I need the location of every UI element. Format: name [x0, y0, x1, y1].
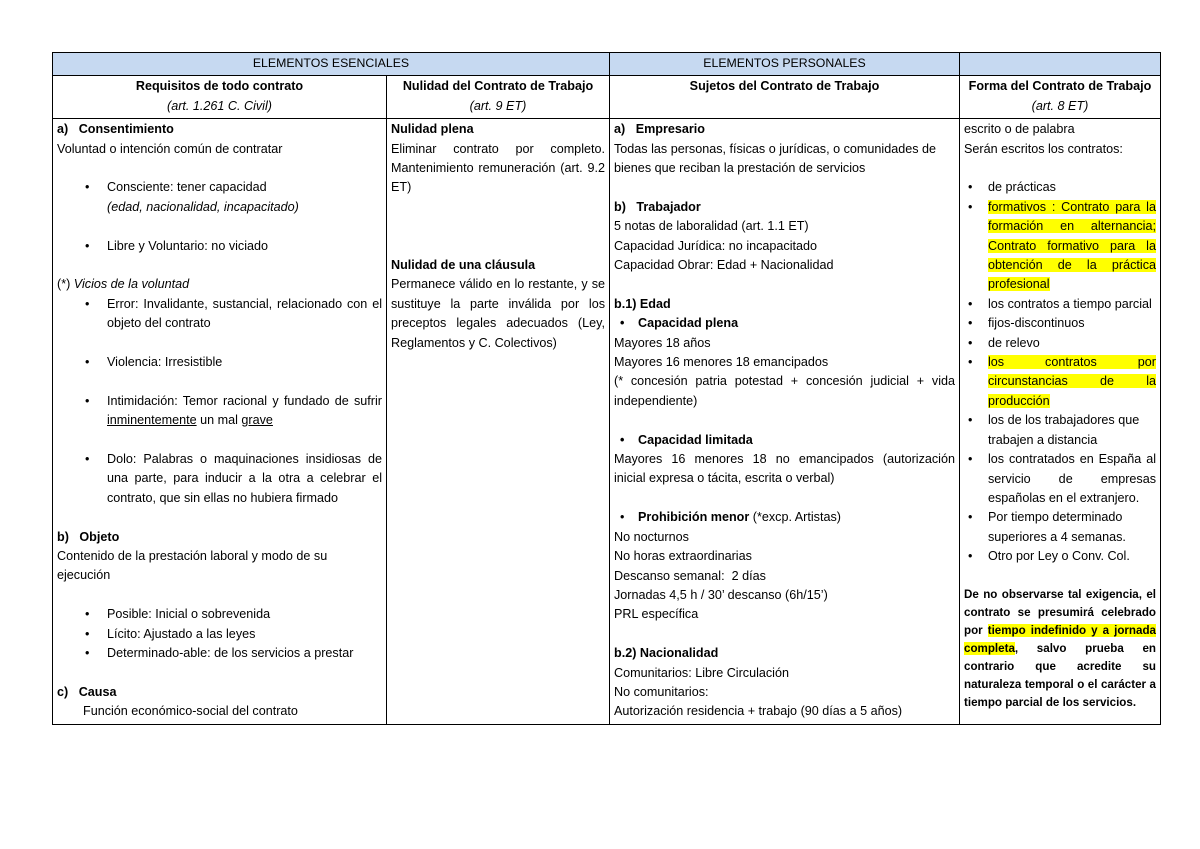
list-item: • los de los trabajadores que trabajen a distancia: [964, 411, 1156, 450]
list-item: • Consciente: tener capacidad (edad, nacionalidad, incapacitado): [57, 178, 382, 217]
band-elementos-esenciales: ELEMENTOS ESENCIALES: [53, 53, 610, 76]
list-item: • Violencia: Irresistible: [57, 353, 382, 372]
list-item: • Lícito: Ajustado a las leyes: [57, 625, 382, 644]
text-empresario: Todas las personas, físicas o jurídicas, o comunidades de bienes que reciban la prestación de servicios: [614, 141, 937, 176]
content-row: [53, 119, 1161, 725]
text-nulidad-plena: Eliminar contrato por completo. Mantenimiento remuneración (art. 9.2 ET): [391, 141, 605, 195]
heading-nulidad-clausula: Nulidad de una cláusula: [391, 258, 536, 273]
list-item: • Libre y Voluntario: no viciado: [57, 237, 382, 256]
heading-capacidad-plena: • Capacidad plena: [614, 314, 955, 333]
list-item: • Posible: Inicial o sobrevenida: [57, 605, 382, 624]
heading-prohibicion-menor: • Prohibición menor (*excp. Artistas): [614, 508, 955, 527]
list-item: • los contratados en España al servicio de empresas españolas en el extranjero.: [964, 450, 1156, 508]
band-empty: [960, 53, 1161, 76]
list-item: • los contratos por circunstancias de la producción: [964, 353, 1156, 411]
header-sujetos: [610, 76, 960, 119]
header-nulidad-title: Nulidad del Contrato de Trabajo: [402, 79, 594, 94]
forma-note: De no observarse tal exigencia, el contrato se presumirá celebrado por tiempo indefinido y a jornada completa, salvo prueba en contrario que acredite su naturaleza temporal o el carácter a tiempo parcial de los servicios.: [964, 587, 1156, 709]
column-header-row: [53, 76, 1161, 119]
heading-capacidad-limitada: • Capacidad limitada: [614, 431, 955, 450]
header-requisitos-title: Requisitos de todo contrato: [135, 79, 304, 94]
header-nulidad: [387, 76, 610, 119]
cell-requisitos: [53, 119, 387, 725]
heading-consentimiento: a) Consentimiento: [57, 122, 174, 137]
cell-sujetos: a) Empresario Todas las personas, físicas o jurídicas, o comunidades de bienes que reciban la prestación de servicios b) Trabajador 5 notas de laboralidad (art. 1.1 ET) Capacidad Jurídica: no incapacitado Capacidad Obrar: Edad + Nacionalidad b.1) Edad • Capacidad plena Mayores 18 años Mayores 16 menores 18 emancipados (* concesión patria potestad + concesión judicial + vida independiente) • Capacidad limitada Mayores 16 menores 18 no emancipados (autorización inicial expresa o tácita, escrita o verbal) • Prohibición menor (*excp. Artistas) No nocturnos No horas extraordinarias Descanso semanal: 2 días Jornadas 4,5 h / 30’ descanso (6h/15’) PRL específica b.2) Nacionalidad Comunitarios: Libre Circulación No comunitarios: Autorización residencia + trabajo (90 días a 5 años): [610, 119, 960, 725]
heading-empresario: a) Empresario: [614, 122, 705, 137]
heading-nacionalidad: b.2) Nacionalidad: [614, 646, 719, 661]
text-consentimiento: Voluntad o intención común de contratar: [57, 141, 283, 156]
vicios-heading: (*) Vicios de la voluntad: [57, 277, 190, 292]
cell-forma: escrito o de palabra Serán escritos los contratos: • de prácticas • formativos : Contrato para la formación en alternancia; Contrato formativo para la obtención de la práctica profesional • los contratos a tiempo parcial • fijos-discontinuos • de relevo • los contratos por circunstancias de la producción • los de los trabajadores que trabajen a distancia • los contratados en España al servicio de empresas españolas en el extranjero. • Por tiempo determinado superiores a 4 semanas. • Otro por Ley o Conv. Col. De no observarse tal exigencia, el contrato se presumirá celebrado por tiempo indefinido y a jornada completa, salvo prueba en contrario que acredite su naturaleza temporal o el carácter a tiempo parcial de los servicios.: [960, 119, 1161, 725]
list-item: • los contratos a tiempo parcial: [964, 295, 1156, 314]
list-consentimiento: [57, 178, 382, 217]
heading-trabajador: b) Trabajador: [614, 199, 701, 214]
list-forma: [964, 178, 1156, 566]
summary-table: [52, 52, 1161, 725]
text-causa: Función económico-social del contrato: [83, 704, 298, 719]
header-forma-subtitle: (art. 8 ET): [1031, 98, 1089, 113]
header-forma: [960, 76, 1161, 119]
header-sujetos-title: Sujetos del Contrato de Trabajo: [689, 79, 880, 94]
list-item: • formativos : Contrato para la formación en alternancia; Contrato formativo para la obtención de la práctica profesional: [964, 198, 1156, 295]
list-item: • Otro por Ley o Conv. Col.: [964, 547, 1156, 566]
list-item: • Dolo: Palabras o maquinaciones insidiosas de una parte, para inducir a la otra a celebrar el contrato, que sin ellas no hubiera firmado: [57, 450, 382, 508]
header-requisitos: [53, 76, 387, 119]
header-requisitos-subtitle: (art. 1.261 C. Civil): [167, 98, 272, 113]
section-band-row: [53, 53, 1161, 76]
heading-objeto: b) Objeto: [57, 529, 120, 544]
header-nulidad-subtitle: (art. 9 ET): [469, 98, 527, 113]
list-item: • Por tiempo determinado superiores a 4 semanas.: [964, 508, 1156, 547]
cell-nulidad: [387, 119, 610, 725]
text-nulidad-clausula: Permanece válido en lo restante, y se sustituye la parte inválida por los preceptos legales adecuados (Ley, Reglamentos y C. Colectivos): [391, 277, 605, 350]
list-item: • Error: Invalidante, sustancial, relacionado con el objeto del contrato: [57, 295, 382, 334]
list-objeto: [57, 605, 382, 663]
heading-nulidad-plena: Nulidad plena: [391, 122, 474, 137]
header-forma-title: Forma del Contrato de Trabajo: [968, 79, 1152, 94]
heading-edad: b.1) Edad: [614, 296, 671, 311]
list-item: • Intimidación: Temor racional y fundado de sufrir inminentemente un mal grave: [57, 392, 382, 431]
heading-causa: c) Causa: [57, 684, 117, 699]
band-elementos-personales: ELEMENTOS PERSONALES: [610, 53, 960, 76]
list-item: • fijos-discontinuos: [964, 314, 1156, 333]
list-item: • de relevo: [964, 334, 1156, 353]
list-item: • Determinado-able: de los servicios a prestar: [57, 644, 382, 663]
list-item: • de prácticas: [964, 178, 1156, 197]
text-objeto: Contenido de la prestación laboral y modo de su ejecución: [57, 549, 328, 583]
